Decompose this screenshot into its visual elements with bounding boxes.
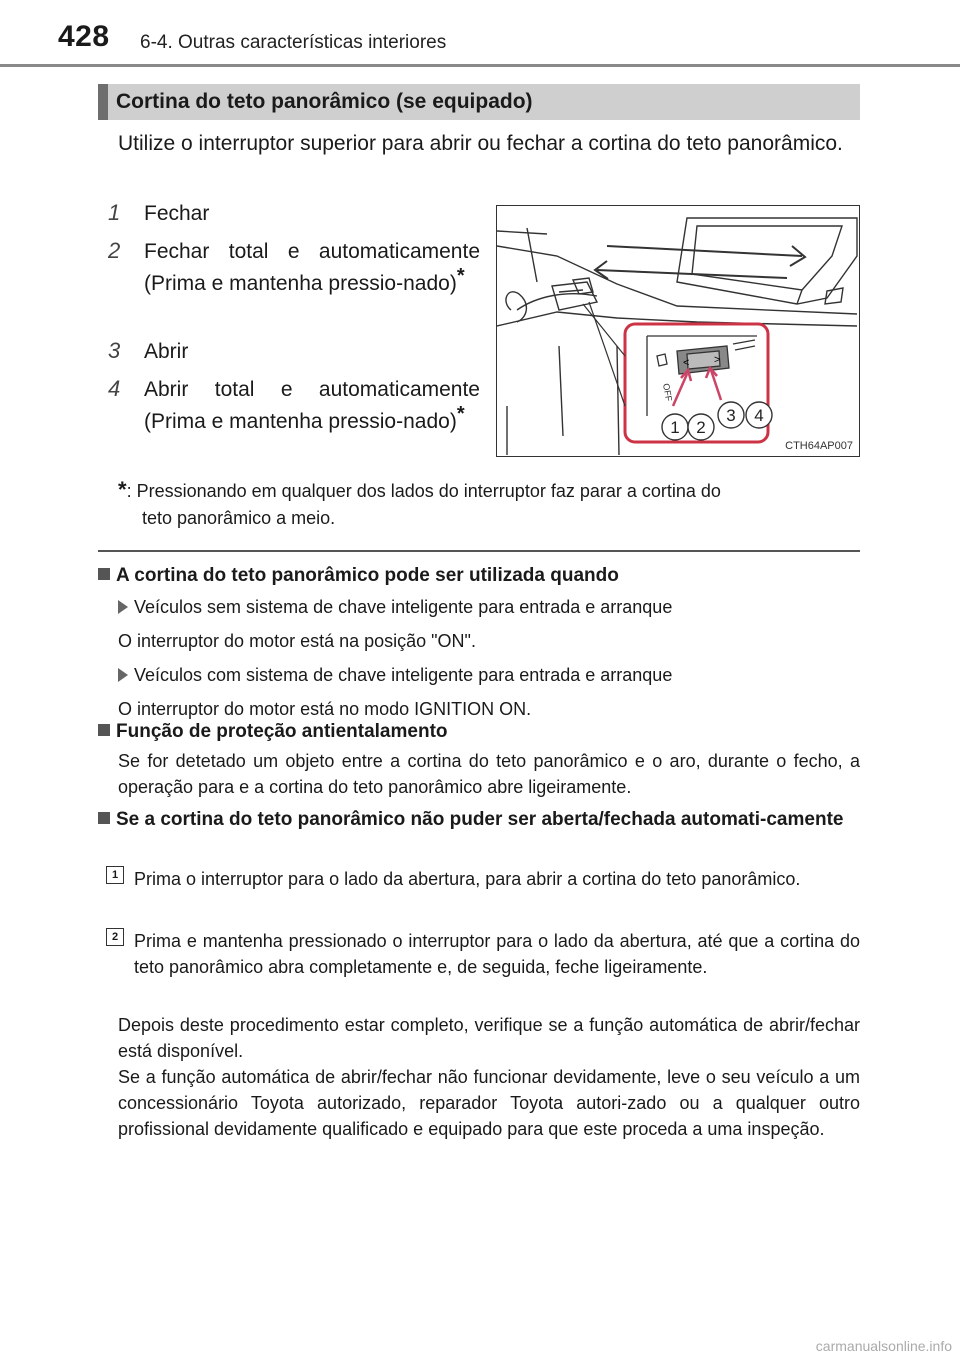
heading-square-icon [98,568,110,580]
footnote [118,476,858,532]
section-bar-accent [98,84,108,120]
condition-text: Veículos com sistema de chave inteligente para entrada e arranque [134,665,673,685]
item-text: Fechar [144,202,210,225]
watermark: carmanualsonline.info [815,1338,952,1354]
list-item-3 [108,336,480,368]
illustration-drawing [497,206,858,455]
note-heading [98,718,860,746]
footnote-star: * [456,403,465,425]
callout-2: 2 [696,418,706,437]
note-heading-text: Função de proteção antientalamento [116,721,448,742]
note-paragraph: Se a função automática de abrir/fechar não funcionar devidamente, leve o seu veículo a um concessionário Toyota autorizado, reparador Toyota autori-zado ou a qualquer outro profissional devidamente qualificado e equipado para que este proceda a uma inspeção. [118,1067,860,1139]
svg-text:>: > [714,354,721,366]
item-number: 1 [108,200,121,225]
note-paragraph: O interruptor do motor está na posição "ON". [118,631,476,651]
header-rule [0,64,960,67]
sunshade-illustration [496,205,860,457]
figure-code: CTH64AP007 [785,440,853,452]
list-item-1 [108,198,480,230]
condition-text: Veículos sem sistema de chave inteligente para entrada e arranque [134,597,673,617]
list-item-2 [108,236,480,300]
item-number: 4 [108,376,121,401]
step-1 [98,866,860,892]
running-head: 6-4. Outras características interiores [140,32,447,53]
note-heading [98,562,860,590]
note-paragraph: O interruptor do motor está no modo IGNITION ON. [118,699,532,719]
triangle-bullet-icon [118,668,128,682]
section-title: Cortina do teto panorâmico (se equipado) [116,90,533,113]
step-text: Prima o interruptor para o lado da abertura, para abrir a cortina do teto panorâmico. [134,869,801,889]
footnote-continuation: teto panorâmico a meio. [142,508,336,528]
heading-square-icon [98,724,110,736]
note-block-usage [98,562,860,722]
condition-line [98,594,860,620]
svg-text:<: < [683,357,690,369]
page-number: 428 [58,20,110,53]
note-block-manual-reset [98,806,860,834]
item-text: Abrir total e automaticamente (Prima e mantenha pressio-nado) [144,378,480,433]
condition-line [98,662,860,688]
note-paragraph: Se for detetado um objeto entre a cortina do teto panorâmico e o aro, durante o fecho, a operação para e a cortina do teto panorâmico abre ligeiramente. [118,751,860,797]
note-heading-text: Se a cortina do teto panorâmico não puder ser aberta/fechada automati-camente [116,809,844,830]
note-block-final [98,1012,860,1142]
intro-paragraph: Utilize o interruptor superior para abrir ou fechar a cortina do teto panorâmico. [118,132,843,155]
item-text: Fechar total e automaticamente (Prima e mantenha pressio-nado) [144,240,480,295]
note-heading [98,806,860,834]
switch-label: OFF [661,382,675,403]
note-block-anti-pinch [98,718,860,800]
step-number-box: 1 [106,866,124,884]
section-separator [98,550,860,552]
callout-3: 3 [726,406,736,425]
note-paragraph: Depois deste procedimento estar completo, verifique se a função automática de abrir/fechar está disponível. [118,1015,860,1061]
item-text: Abrir [144,340,189,363]
step-2 [98,928,860,980]
heading-square-icon [98,812,110,824]
note-heading-text: A cortina do teto panorâmico pode ser utilizada quando [116,565,619,586]
list-item-4 [108,374,480,438]
callout-4: 4 [754,406,764,425]
item-number: 3 [108,338,121,363]
footnote-mark: * [118,477,127,502]
item-number: 2 [108,238,121,263]
step-text: Prima e mantenha pressionado o interruptor para o lado da abertura, até que a cortina do teto panorâmico abra completamente e, de seguida, feche ligeiramente. [134,931,860,977]
step-number-box: 2 [106,928,124,946]
footnote-text: : Pressionando em qualquer dos lados do interruptor faz parar a cortina do [126,481,721,501]
footnote-star: * [456,265,465,287]
callout-1: 1 [670,418,680,437]
section-title-bar [98,84,860,120]
triangle-bullet-icon [118,600,128,614]
